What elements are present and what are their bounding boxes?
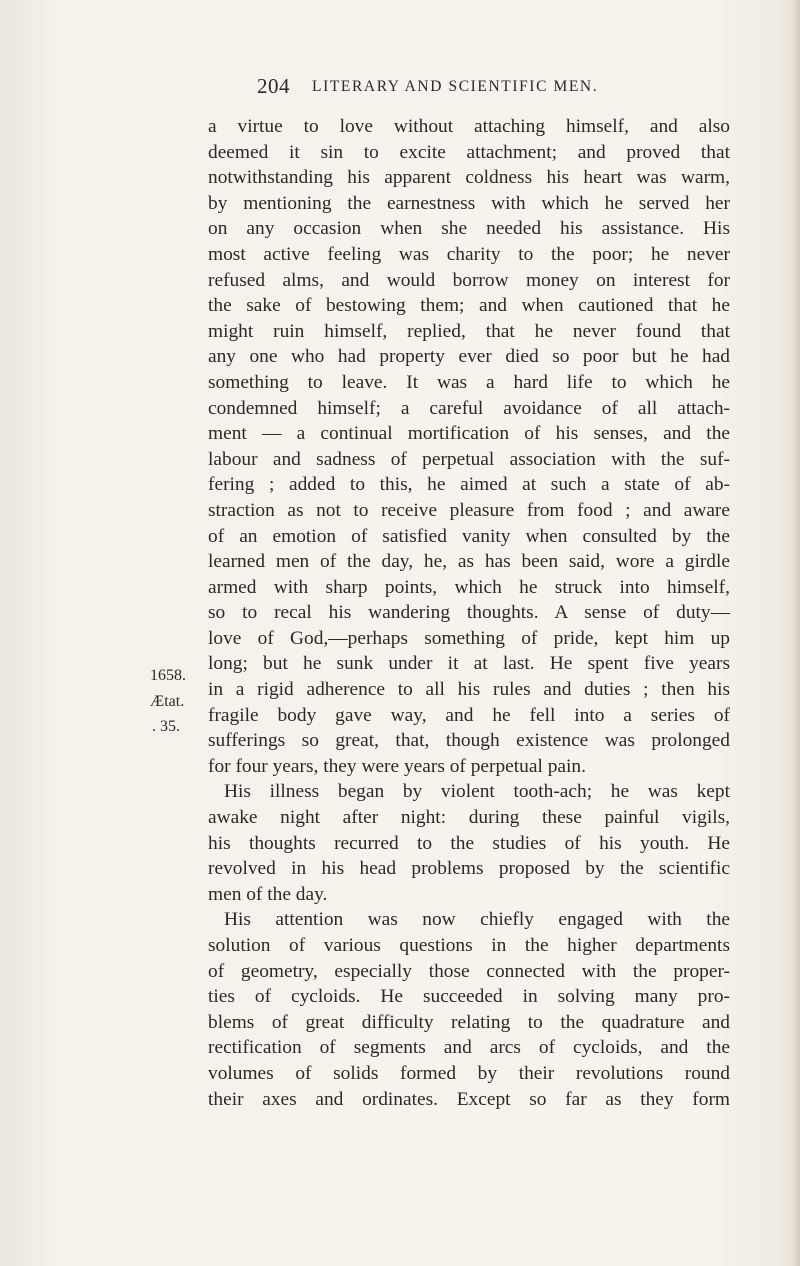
- margin-note-year: 1658.: [150, 667, 186, 684]
- text-line: solution of various questions in the higher departments: [208, 935, 730, 956]
- text-line: their axes and ordinates. Except so far as they form: [208, 1088, 730, 1110]
- text-line: so to recal his wandering thoughts. A sense of duty—: [208, 602, 730, 624]
- text-line: his thoughts recurred to the studies of his youth. He: [208, 832, 730, 854]
- text-line: by mentioning the earnestness with which he served her: [208, 192, 730, 214]
- text-line: the sake of bestowing them; and when cautioned that he: [208, 295, 730, 317]
- text-line: in a rigid adherence to all his rules and duties ; then his: [208, 679, 730, 701]
- text-line: men of the day.: [208, 883, 328, 905]
- text-line: learned men of the day, he, as has been said, wore a girdle: [208, 551, 730, 573]
- text-line: long; but he sunk under it at last. He spent five years: [208, 653, 730, 675]
- text-line: blems of great difficulty relating to the quadrature and: [208, 1011, 730, 1033]
- body-text: [208, 114, 730, 1112]
- text-line: awake night after night: during these painful vigils,: [208, 807, 730, 829]
- text-line: most active feeling was charity to the poor; he never: [208, 243, 730, 265]
- text-line: love of God,—perhaps something of pride, kept him up: [208, 627, 730, 649]
- text-line: of geometry, especially those connected with the proper-: [208, 960, 730, 982]
- text-line: labour and sadness of perpetual association with the suf-: [208, 448, 730, 470]
- text-line: ment — a continual mortification of his senses, and the: [208, 423, 730, 445]
- page-number: 204: [257, 74, 290, 98]
- text-line: His illness began by violent tooth-ach; he was kept: [224, 781, 730, 803]
- text-line: might ruin himself, replied, that he never found that: [208, 320, 730, 342]
- text-line: of an emotion of satisfied vanity when consulted by the: [208, 525, 730, 547]
- text-line: revolved in his head problems proposed by the scientific: [208, 858, 730, 880]
- text-line: volumes of solids formed by their revolutions round: [208, 1062, 730, 1084]
- text-line: any one who had property ever died so poor but he had: [208, 346, 730, 368]
- text-line: ties of cycloids. He succeeded in solving many pro-: [208, 986, 730, 1008]
- text-line: condemned himself; a careful avoidance of all attach-: [208, 397, 730, 419]
- text-line: notwithstanding his apparent coldness his heart was warm,: [208, 167, 730, 189]
- margin-note-age: . 35.: [152, 718, 180, 736]
- text-line: deemed it sin to excite attachment; and proved that: [208, 141, 730, 163]
- text-line: armed with sharp points, which he struck into himself,: [208, 576, 730, 598]
- text-line: fragile body gave way, and he fell into a series of: [208, 704, 730, 726]
- text-line: sufferings so great, that, though existence was prolonged: [208, 730, 730, 752]
- text-line: fering ; added to this, he aimed at such a state of ab-: [208, 474, 730, 496]
- text-line: His attention was now chiefly engaged with the: [224, 909, 730, 931]
- text-line: for four years, they were years of perpetual pain.: [208, 755, 586, 777]
- running-head: LITERARY AND SCIENTIFIC MEN.: [312, 78, 599, 95]
- text-line: refused alms, and would borrow money on interest for: [208, 269, 730, 291]
- page-header: [0, 74, 800, 104]
- text-line: something to leave. It was a hard life to which he: [208, 371, 730, 393]
- text-line: straction as not to receive pleasure from food ; and aware: [208, 499, 730, 521]
- text-line: a virtue to love without attaching himself, and also: [208, 116, 730, 137]
- text-line: rectification of segments and arcs of cycloids, and the: [208, 1037, 730, 1059]
- margin-note-aetat: Ætat.: [150, 692, 185, 710]
- margin-notes: [150, 663, 206, 740]
- text-line: on any occasion when she needed his assistance. His: [208, 218, 730, 240]
- page-edge-shadow: [792, 0, 800, 1266]
